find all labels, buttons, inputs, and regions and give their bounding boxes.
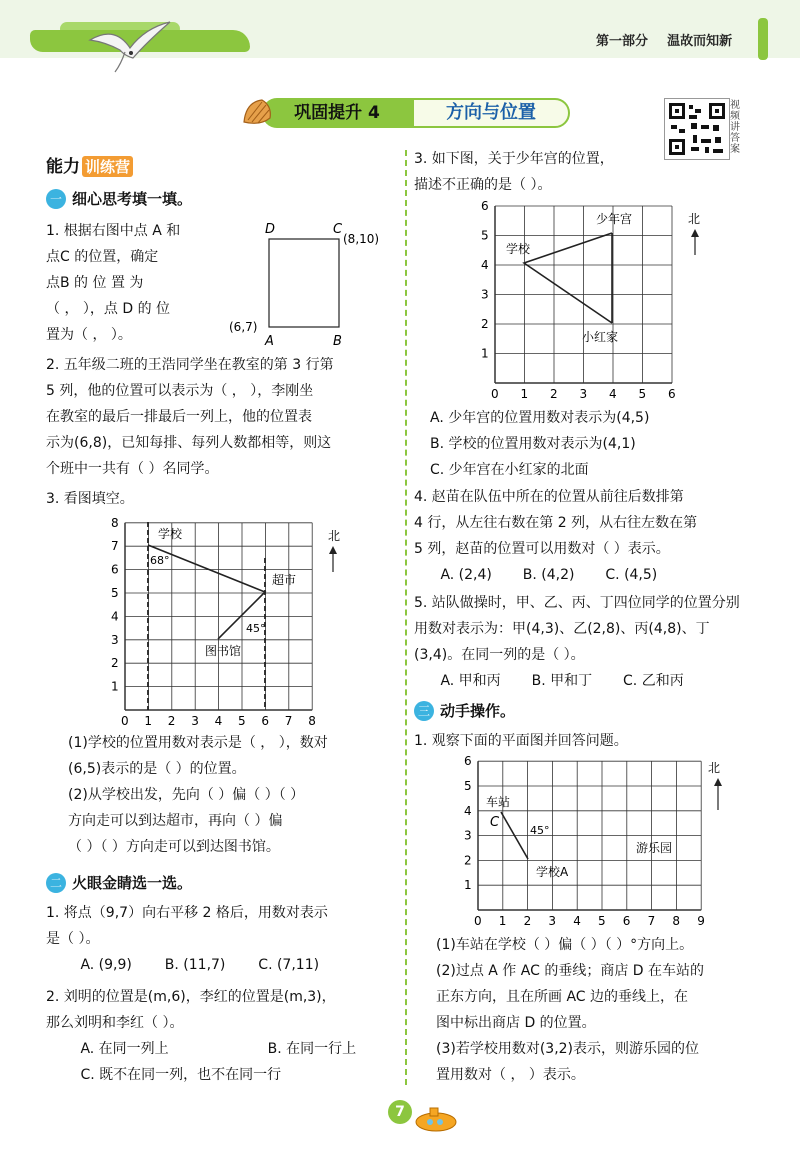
x-tick-label: 8 [308,714,316,725]
x-tick-label: 0 [121,714,129,725]
section-header-3 [414,698,515,724]
x-tick-label: 1 [144,714,153,725]
x-tick-label: 5 [638,387,647,401]
grid-map-q3 [110,510,350,725]
x-tick-label: 2 [550,387,558,401]
qr-side-char: 答 [730,133,740,144]
column-divider [405,150,407,1085]
label-amusement-park: 游乐园 [636,841,673,855]
section-title: 动手操作。 [440,702,516,720]
grid-lines [495,206,672,383]
label-youth-palace: 少年宫 [596,212,633,226]
label-c: C [490,815,500,830]
text-line: （ ， ），点 D 的 位 [46,301,171,317]
y-tick-label: 5 [481,228,489,243]
north-label: 北 [328,529,341,543]
option-c[interactable]: C. (4,5) [605,567,658,583]
label-c-coord: (8,10) [343,232,380,246]
text-line: 点C 的位置，确定 [46,249,159,265]
x-tick-label: 7 [647,914,656,928]
text-line: 那么刘明和李红（ ）。 [46,1015,184,1031]
section2-question-1 [46,900,328,978]
label-angle-45: 45° [530,824,550,837]
right-question-5 [414,590,740,694]
label-angle-68: 68° [150,554,170,567]
right-question-3-options [430,405,649,483]
y-tick-label: 4 [464,803,472,818]
text-line: (2)从学校出发，先向（ ）偏（ ）（ ） [68,787,305,803]
x-tick-label: 3 [191,714,199,725]
options-row [46,1062,356,1088]
question-2-text [46,352,334,482]
text-line: 1. 根据右图中点 A 和 [46,223,181,239]
question-1-text [46,218,180,348]
header-bar-decoration [758,18,768,60]
grid-map-section3 [456,752,756,930]
y-tick-label: 1 [464,878,472,893]
text-line: (2)过点 A 作 AC 的垂线；商店 D 在车站的 [436,963,704,979]
option-c[interactable]: C. 既不在同一列，也不在同一行 [80,1067,282,1083]
text-line: 1. 将点（9,7）向右平移 2 格后，用数对表示 [46,905,328,921]
rectangle-shape [269,239,339,327]
label-a-coord: (6,7) [229,320,258,334]
text-line: 描述不正确的是（ ）。 [414,177,552,193]
text-line: 示为(6,8)，已知每排、每列人数都相等，则这 [46,435,332,451]
y-tick-label: 5 [464,779,472,793]
option-a[interactable]: A. 少年宫的位置用数对表示为(4,5) [430,410,650,426]
x-tick-label: 4 [573,914,581,928]
option-a[interactable]: A. (9,9) [80,957,132,973]
right-question-4 [414,484,697,588]
text-line: 个班中一共有（ ）名同学。 [46,461,219,477]
label-b: B [333,334,342,349]
option-a[interactable]: A. 在同一列上 [80,1041,169,1057]
label-home: 小红家 [582,330,619,344]
qr-code-icon[interactable] [664,98,730,160]
x-tick-label: 2 [523,914,532,928]
grid-lines [478,761,701,910]
y-tick-label: 1 [481,346,489,361]
question-3-title: 3. 看图填空。 [46,491,134,507]
y-tick-label: 2 [111,656,119,671]
text-line: (1)学校的位置用数对表示是（ ， ），数对 [68,735,328,751]
section-number: 三 [414,701,434,721]
option-a[interactable]: A. (2,4) [440,567,492,583]
x-tick-label: 9 [697,914,705,928]
option-c[interactable]: C. 少年宫在小红家的北面 [430,462,589,478]
text-line: 正东方向，且在所画 AC 边的垂线上，在 [436,989,689,1005]
text-line: 5 列，他的位置可以表示为（ ， ），李刚坐 [46,383,314,399]
y-tick-label: 2 [464,853,472,868]
y-tick-label: 6 [481,199,489,213]
route-triangle [524,233,612,323]
y-tick-label: 3 [481,287,489,302]
label-library: 图书馆 [205,644,242,658]
label-school: 学校 [506,242,531,256]
label-a: A [265,334,274,349]
option-b[interactable]: B. (11,7) [164,957,226,973]
options-row [414,668,740,694]
y-tick-label: 8 [111,515,119,530]
option-b[interactable]: B. 在同一行上 [267,1041,357,1057]
page-number: 7 [388,1100,412,1124]
x-tick-label: 8 [672,914,681,928]
text-line: 方向走可以到达超市，再向（ ）偏 [68,813,283,829]
rectangle-figure [225,215,400,350]
text-line: 在教室的最后一排最后一列上，他的位置表 [46,409,312,425]
grid-lines [125,523,312,710]
text-line: （ ）（ ）方向走可以到达图书馆。 [68,839,280,855]
option-c[interactable]: C. 乙和丙 [623,673,684,689]
text-line: 4. 赵苗在队伍中所在的位置从前往后数排第 [414,489,684,505]
training-label-a: 能力 [46,157,80,177]
text-line: 置为（ ， ）。 [46,327,132,343]
x-tick-label: 4 [214,714,223,725]
y-tick-label: 5 [111,586,119,600]
text-line: 5. 站队做操时，甲、乙、丙、丁四位同学的位置分别 [414,595,740,611]
x-tick-label: 5 [598,914,606,928]
y-tick-label: 6 [111,562,119,577]
y-tick-label: 2 [481,317,489,331]
x-tick-label: 1 [498,914,507,928]
x-tick-label: 5 [238,714,246,725]
x-tick-label: 2 [167,714,176,725]
header-part: 第一部分 [596,34,649,49]
y-tick-label: 4 [481,258,489,272]
training-label-b: 训练营 [82,156,133,177]
x-tick-label: 0 [474,914,482,928]
text-line: 图中标出商店 D 的位置。 [436,1015,596,1031]
text-line: 用数对表示为：甲(4,3)、乙(2,8)、丙(4,8)、丁 [414,621,710,637]
y-tick-label: 1 [111,679,119,694]
label-station: 车站 [486,795,511,809]
section3-question-1-text [436,932,704,1088]
shell-icon [240,96,274,130]
options-row [46,952,328,978]
options-row [414,562,697,588]
y-tick-label: 7 [111,539,119,554]
text-line: (6,5)表示的是（ ）的位置。 [68,761,246,777]
north-arrow-head-icon [714,778,722,786]
y-tick-label: 4 [111,609,119,624]
seagull-icon [85,20,175,80]
training-camp-label [46,152,133,177]
qr-side-char: 频 [730,111,740,122]
text-line: 2. 刘明的位置是(m,6)，李红的位置是(m,3)， [46,989,336,1005]
header-series: 温故而知新 [667,34,733,49]
label-school: 学校 [158,527,183,541]
x-tick-label: 4 [609,387,617,401]
qr-side-char: 视 [730,100,740,111]
option-b[interactable]: B. 甲和丁 [531,673,593,689]
qr-side-char: 案 [730,144,740,155]
options-row [46,1036,356,1062]
x-tick-label: 6 [668,387,676,401]
option-a[interactable]: A. 甲和丙 [440,673,501,689]
text-line: (3)若学校用数对(3,2)表示，则游乐园的位 [436,1041,700,1057]
text-line: (3,4)。在同一列的是（ ）。 [414,647,585,663]
option-b[interactable]: B. (4,2) [522,567,575,583]
option-b[interactable]: B. 学校的位置用数对表示为(4,1) [430,436,636,452]
x-tick-label: 0 [491,387,499,401]
header-title [596,30,732,49]
text-line: 是（ ）。 [46,931,100,947]
qr-side-label [730,100,744,155]
north-label: 北 [708,761,721,775]
section-number: 一 [46,189,66,209]
label-angle-45: 45° [246,622,266,635]
text-line: (1)车站在学校（ ）偏（ ）（ ）°方向上。 [436,937,694,953]
right-question-3 [414,146,614,198]
option-c[interactable]: C. (7,11) [258,957,320,973]
x-tick-label: 3 [579,387,588,401]
section-number: 二 [46,873,66,893]
y-tick-label: 6 [464,754,472,769]
label-school-a: 学校A [536,865,569,879]
banner-left: 巩固提升 4 [262,98,412,128]
text-line: 置用数对（ ， ）表示。 [436,1067,585,1083]
section-header-2 [46,870,192,896]
text-line: 点B 的 位 置 为 [46,275,144,291]
section2-question-2 [46,984,356,1088]
question-3-text [68,730,328,860]
y-tick-label: 3 [111,632,119,647]
tick-labels [111,516,316,725]
banner-right: 方向与位置 [412,98,570,128]
x-tick-label: 6 [261,714,270,725]
submarine-icon [412,1104,462,1134]
section-title: 火眼金睛选一选。 [72,874,193,892]
grid-map-r3 [470,195,720,405]
label-d: D [265,222,276,237]
section-title: 细心思考填一填。 [72,190,193,208]
x-tick-label: 6 [622,914,631,928]
north-arrow-head-icon [691,229,699,237]
x-tick-label: 7 [284,714,293,725]
text-line: 4 行，从左往右数在第 2 列，从右往左数在第 [414,515,698,531]
text-line: 3. 如下图，关于少年宫的位置， [414,151,614,167]
north-label: 北 [688,212,701,226]
label-market: 超市 [272,573,297,587]
qr-side-char: 讲 [730,122,740,133]
label-c: C [333,222,343,237]
section3-question-1-title: 1. 观察下面的平面图并回答问题。 [414,733,628,749]
y-tick-label: 3 [464,828,472,843]
north-arrow-head-icon [329,546,337,554]
text-line: 5 列，赵苗的位置可以用数对（ ）表示。 [414,541,670,557]
lesson-banner [240,98,570,128]
x-tick-label: 3 [548,914,557,928]
text-line: 2. 五年级二班的王浩同学坐在教室的第 3 行第 [46,357,334,373]
x-tick-label: 1 [520,387,529,401]
section-header-1 [46,186,192,212]
